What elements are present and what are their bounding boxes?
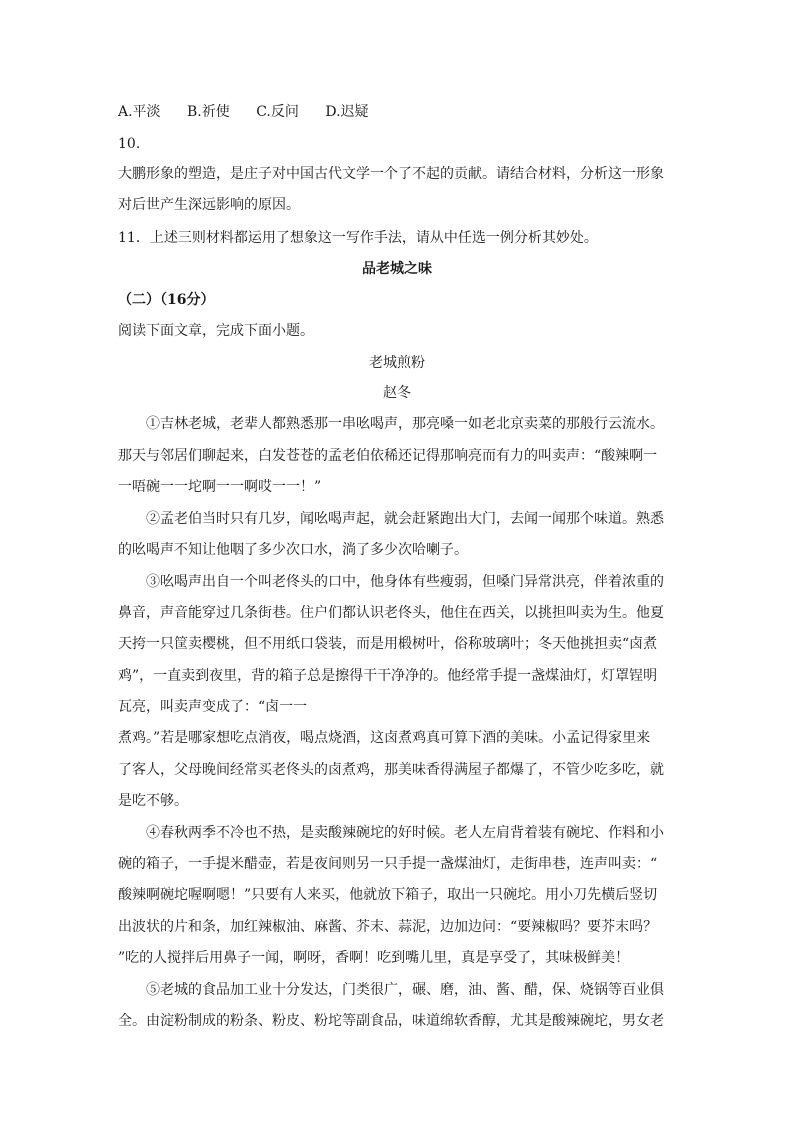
paragraph-line: 煮鸡。”若是哪家想吃点消夜，喝点烧酒，这卤煮鸡真可算下酒的美味。小孟记得家里来 (118, 730, 651, 746)
option-a: A.平淡 (118, 104, 161, 120)
paragraph-line: 那天与邻居们聊起来，白发苍苍的孟老伯依稀还记得那响亮而有力的叫卖声：“酸辣啊一 (118, 448, 658, 464)
q10-text-line: 对后世产生深远影响的原因。 (118, 197, 300, 213)
paragraph-line: 鸡”，一直卖到夜里，背的箱子总是擦得干干净净的。他经常手提一盏煤油灯，灯罩锃明 (118, 668, 658, 684)
option-c: C.反问 (256, 104, 299, 120)
paragraph-line: 一唔碗一一坨啊一一啊哎一一！” (118, 479, 322, 495)
q10-number: 10. (118, 136, 141, 152)
paragraph-line: ①吉林老城，老辈人都熟悉那一串吆喝声，那亮嗓一如老北京卖菜的那般行云流水。 (146, 416, 664, 432)
paragraph-line: ③吆喝声出自一个叫老佟头的口中，他身体有些瘦弱，但嗓门异常洪亮，伴着浓重的 (146, 574, 664, 590)
paragraph-line: 了客人，父母晚间经常买老佟头的卤煮鸡，那美味香得满屋子都爆了，不管少吃多吃，就 (118, 762, 664, 778)
instruction-text: 阅读下面文章，完成下面小题。 (118, 323, 314, 339)
paragraph-line: 出波状的片和条，加红辣椒油、麻酱、芥末、蒜泥，边加边问：“要辣椒吗？要芥末吗？ (118, 919, 658, 935)
part-heading: （二）（16分） (118, 292, 215, 308)
paragraph-line: 是吃不够。 (118, 793, 188, 809)
q9-options (118, 102, 678, 122)
q10-text-line: 大鹏形象的塑造，是庄子对中国古代文学一个了不起的贡献。请结合材料，分析这一形象 (118, 166, 664, 182)
q11-text: 11．上述三则材料都运用了想象这一写作手法，请从中任选一例分析其妙处。 (118, 230, 598, 246)
article-title: 老城煎粉 (369, 355, 425, 371)
paragraph-line: ”吃的人搅拌后用鼻子一闻，啊呀，香啊！吃到嘴儿里，真是享受了，其味极鲜美！ (118, 950, 630, 966)
paragraph-line: 瓦亮，叫卖声变成了：“卤一一 (118, 699, 308, 715)
paragraph-line: ⑤老城的食品加工业十分发达，门类很广，碾、磨，油、酱、醋，保、烧锅等百业俱 (146, 982, 664, 998)
section-title: 品老城之味 (362, 261, 432, 277)
option-d: D.迟疑 (325, 104, 369, 120)
paragraph-line: ②孟老伯当时只有几岁，闻吆喝声起，就会赶紧跑出大门，去闻一闻那个味道。熟悉 (146, 511, 664, 527)
paragraph-line: 的吆喝声不知让他咽了多少次口水，淌了多少次哈喇子。 (118, 542, 468, 558)
paragraph-line: 碗的箱子，一手提米醋壶，若是夜间则另一只手提一盏煤油灯，走街串巷，连声叫卖：“ (118, 856, 658, 872)
paragraph-line: ④春秋两季不冷也不热，是卖酸辣碗坨的好时候。老人左肩背着装有碗坨、作料和小 (146, 825, 664, 841)
paragraph-line: 全。由淀粉制成的粉条、粉皮、粉坨等副食品，味道绵软香醇，尤其是酸辣碗坨，男女老 (118, 1013, 664, 1029)
paragraph-line: 鼻音，声音能穿过几条街巷。住户们都认识老佟头，他住在西关，以挑担叫卖为生。他夏 (118, 605, 664, 621)
paragraph-line: 天挎一只筐卖樱桃，但不用纸口袋装，而是用椴树叶，俗称玻璃叶；冬天他挑担卖“卤煮 (118, 636, 658, 652)
option-b: B.祈使 (187, 104, 230, 120)
paragraph-line: 酸辣啊碗坨喔啊嗯！”只要有人来买，他就放下箱子，取出一只碗坨。用小刀先横后竖切 (118, 887, 658, 903)
article-author: 赵冬 (383, 385, 411, 401)
